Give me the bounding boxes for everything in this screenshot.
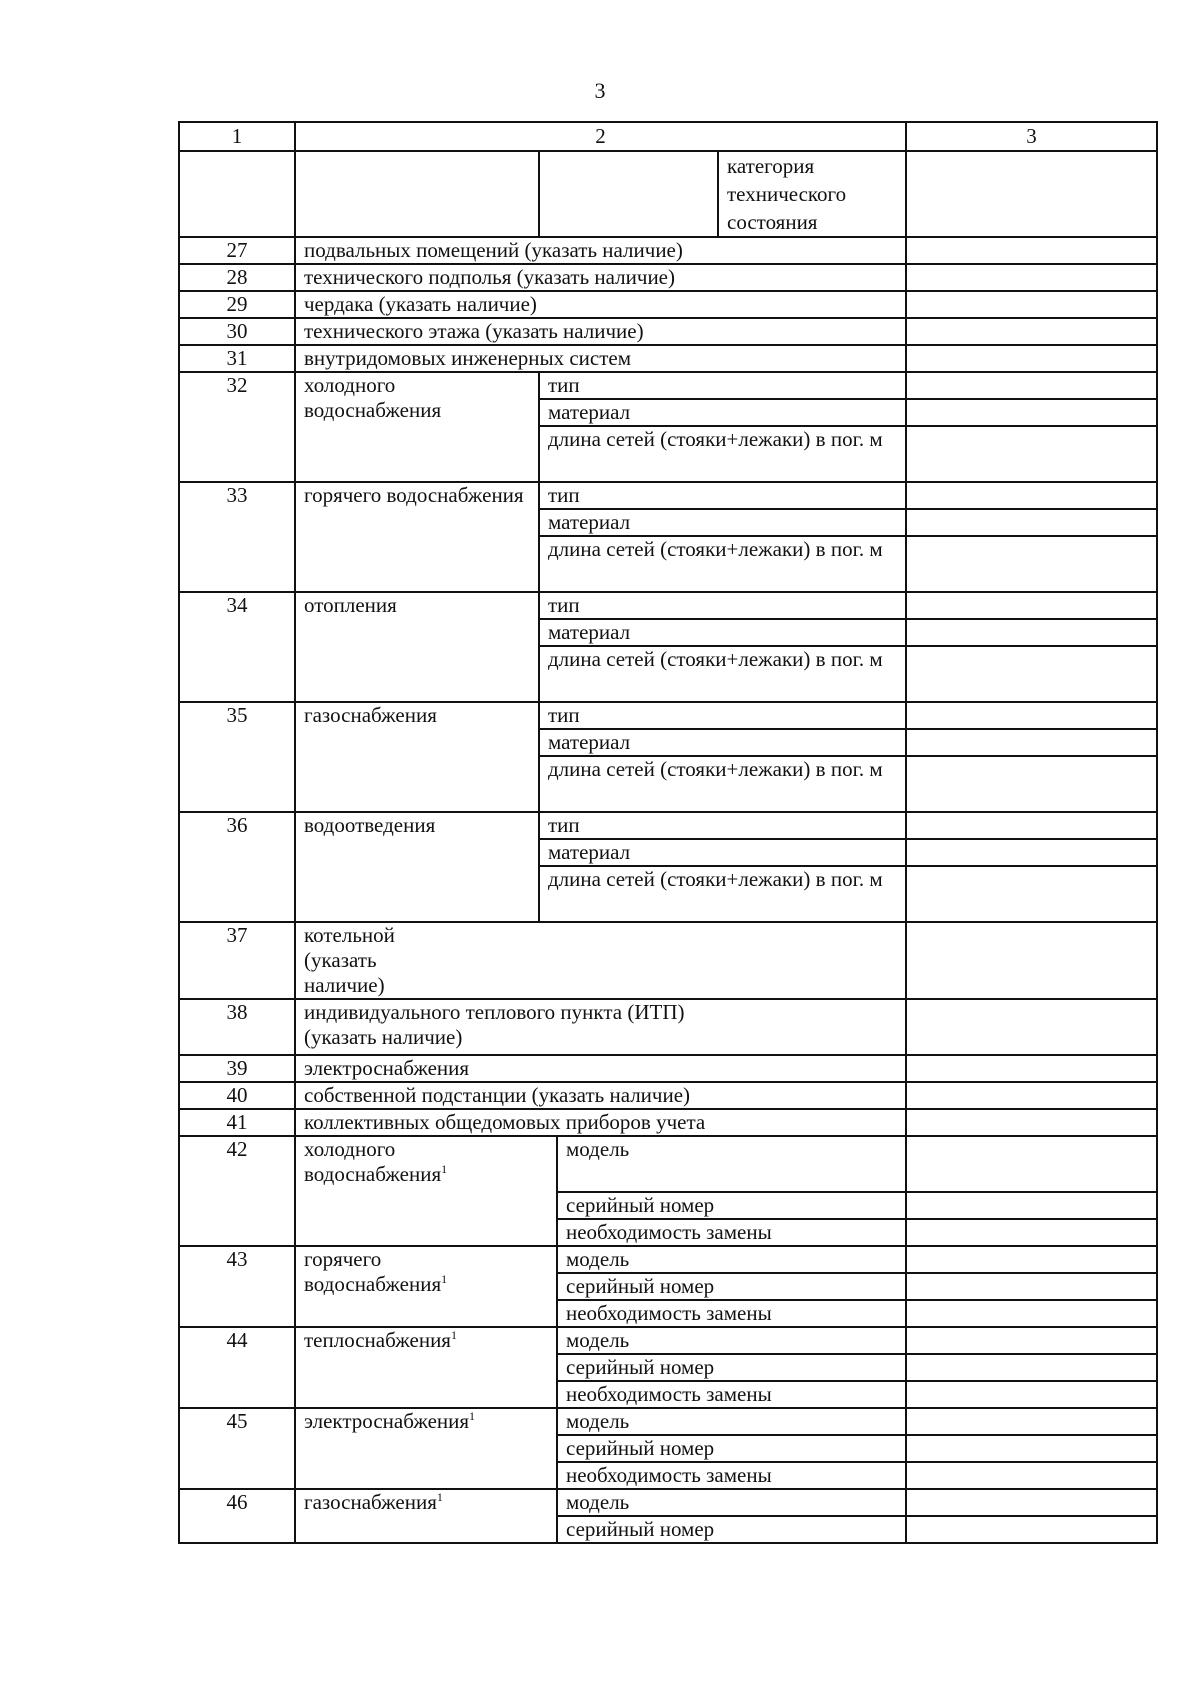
row-number: 28 xyxy=(179,264,295,291)
header-col-2: 2 xyxy=(295,122,906,151)
footnote-mark: 1 xyxy=(441,1272,448,1286)
table-row xyxy=(179,237,1157,264)
row-label: горячего водоснабжения xyxy=(295,482,539,592)
table-row xyxy=(179,702,1157,729)
row-number: 35 xyxy=(179,702,295,812)
row-label: чердака (указать наличие) xyxy=(295,291,906,318)
row-label: внутридомовых инженерных систем xyxy=(295,345,906,372)
row-label: котельной (указать наличие) xyxy=(295,922,906,999)
row-number: 31 xyxy=(179,345,295,372)
row-label: электроснабжения xyxy=(295,1055,906,1082)
material-label: материал xyxy=(539,619,906,646)
inspection-table xyxy=(178,121,1158,1544)
value-cell[interactable] xyxy=(906,237,1157,264)
table-row xyxy=(179,291,1157,318)
value-cell[interactable] xyxy=(906,1435,1157,1462)
value-cell[interactable] xyxy=(906,1055,1157,1082)
value-cell[interactable] xyxy=(906,1300,1157,1327)
row-label: технического этажа (указать наличие) xyxy=(295,318,906,345)
header-col-3: 3 xyxy=(906,122,1157,151)
row-number: 29 xyxy=(179,291,295,318)
value-cell[interactable] xyxy=(906,1136,1157,1192)
row-number: 46 xyxy=(179,1489,295,1543)
value-cell[interactable] xyxy=(906,426,1157,482)
model-label: модель xyxy=(557,1489,906,1516)
table-row xyxy=(179,922,1157,999)
header-col-1: 1 xyxy=(179,122,295,151)
material-label: материал xyxy=(539,399,906,426)
subheader-empty-cell xyxy=(539,151,718,237)
value-cell[interactable] xyxy=(906,151,1157,237)
value-cell[interactable] xyxy=(906,509,1157,536)
type-label: тип xyxy=(539,702,906,729)
row-number: 36 xyxy=(179,812,295,922)
length-label: длина сетей (стояки+лежаки) в пог. м xyxy=(539,756,906,812)
length-label: длина сетей (стояки+лежаки) в пог. м xyxy=(539,866,906,922)
serial-label: серийный номер xyxy=(557,1354,906,1381)
footnote-mark: 1 xyxy=(469,1409,476,1423)
value-cell[interactable] xyxy=(906,482,1157,509)
row-number: 32 xyxy=(179,372,295,482)
type-label: тип xyxy=(539,482,906,509)
replace-label: необходимость замены xyxy=(557,1381,906,1408)
value-cell[interactable] xyxy=(906,1192,1157,1219)
table-row xyxy=(179,1109,1157,1136)
row-number: 38 xyxy=(179,999,295,1055)
row-label: технического подполья (указать наличие) xyxy=(295,264,906,291)
model-label: модель xyxy=(557,1136,906,1192)
value-cell[interactable] xyxy=(906,291,1157,318)
value-cell[interactable] xyxy=(906,1109,1157,1136)
type-label: тип xyxy=(539,812,906,839)
length-label: длина сетей (стояки+лежаки) в пог. м xyxy=(539,646,906,702)
table-row xyxy=(179,1327,1157,1354)
row-label: водоотведения xyxy=(295,812,539,922)
row-number: 42 xyxy=(179,1136,295,1246)
value-cell[interactable] xyxy=(906,756,1157,812)
value-cell[interactable] xyxy=(906,1082,1157,1109)
subheader-empty-cell xyxy=(179,151,295,237)
row-number: 41 xyxy=(179,1109,295,1136)
header-row xyxy=(179,122,1157,151)
value-cell[interactable] xyxy=(906,619,1157,646)
row-number: 45 xyxy=(179,1408,295,1489)
length-label: длина сетей (стояки+лежаки) в пог. м xyxy=(539,536,906,592)
value-cell[interactable] xyxy=(906,1354,1157,1381)
value-cell[interactable] xyxy=(906,1327,1157,1354)
length-label: длина сетей (стояки+лежаки) в пог. м xyxy=(539,426,906,482)
meter-label xyxy=(295,1327,557,1408)
material-label: материал xyxy=(539,509,906,536)
table-row xyxy=(179,592,1157,619)
model-label: модель xyxy=(557,1327,906,1354)
table-row xyxy=(179,318,1157,345)
table-row xyxy=(179,1408,1157,1435)
type-label: тип xyxy=(539,592,906,619)
footnote-mark: 1 xyxy=(436,1490,443,1504)
type-label: тип xyxy=(539,372,906,399)
meter-label-text: электроснабжения xyxy=(304,1409,470,1433)
value-cell[interactable] xyxy=(906,318,1157,345)
table-row xyxy=(179,372,1157,399)
value-cell[interactable] xyxy=(906,1462,1157,1489)
value-cell[interactable] xyxy=(906,345,1157,372)
value-cell[interactable] xyxy=(906,999,1157,1055)
meter-label xyxy=(295,1408,557,1489)
value-cell[interactable] xyxy=(906,264,1157,291)
row-label: отопления xyxy=(295,592,539,702)
subheader-empty-cell xyxy=(295,151,539,237)
value-cell[interactable] xyxy=(906,372,1157,399)
value-cell[interactable] xyxy=(906,812,1157,839)
table-row xyxy=(179,1489,1157,1516)
value-cell[interactable] xyxy=(906,866,1157,922)
table-row xyxy=(179,264,1157,291)
serial-label: серийный номер xyxy=(557,1192,906,1219)
table-row xyxy=(179,812,1157,839)
table-row xyxy=(179,1246,1157,1273)
row-number: 33 xyxy=(179,482,295,592)
row-number: 40 xyxy=(179,1082,295,1109)
value-cell[interactable] xyxy=(906,1516,1157,1543)
value-cell[interactable] xyxy=(906,1489,1157,1516)
value-cell[interactable] xyxy=(906,399,1157,426)
material-label: материал xyxy=(539,839,906,866)
row-label: газоснабжения xyxy=(295,702,539,812)
subheader-row xyxy=(179,151,1157,237)
table-row xyxy=(179,1055,1157,1082)
table-row xyxy=(179,999,1157,1055)
meter-label xyxy=(295,1246,557,1327)
row-number: 43 xyxy=(179,1246,295,1327)
row-label: подвальных помещений (указать наличие) xyxy=(295,237,906,264)
row-label: собственной подстанции (указать наличие) xyxy=(295,1082,906,1109)
value-cell[interactable] xyxy=(906,646,1157,702)
table-row xyxy=(179,482,1157,509)
value-cell[interactable] xyxy=(906,702,1157,729)
row-number: 39 xyxy=(179,1055,295,1082)
replace-label: необходимость замены xyxy=(557,1462,906,1489)
meter-label-text: холодного водоснабжения xyxy=(304,1137,442,1186)
value-cell[interactable] xyxy=(906,1408,1157,1435)
replace-label: необходимость замены xyxy=(557,1300,906,1327)
meter-label-text: горячего водоснабжения xyxy=(304,1247,442,1296)
serial-label: серийный номер xyxy=(557,1435,906,1462)
material-label: материал xyxy=(539,729,906,756)
value-cell[interactable] xyxy=(906,592,1157,619)
meter-label xyxy=(295,1489,557,1543)
footnote-mark: 1 xyxy=(450,1328,457,1342)
table-row xyxy=(179,345,1157,372)
row-number: 37 xyxy=(179,922,295,999)
table-row xyxy=(179,1136,1157,1192)
value-cell[interactable] xyxy=(906,1219,1157,1246)
row-label: холодного водоснабжения xyxy=(295,372,539,482)
page-number: 3 xyxy=(594,78,606,103)
meter-label xyxy=(295,1136,557,1246)
value-cell[interactable] xyxy=(906,1273,1157,1300)
meter-label-text: теплоснабжения xyxy=(304,1328,451,1352)
footnote-mark: 1 xyxy=(441,1162,448,1176)
row-number: 44 xyxy=(179,1327,295,1408)
replace-label: необходимость замены xyxy=(557,1219,906,1246)
row-number: 30 xyxy=(179,318,295,345)
row-number: 27 xyxy=(179,237,295,264)
row-label: индивидуального теплового пункта (ИТП) (указать наличие) xyxy=(295,999,906,1055)
model-label: модель xyxy=(557,1408,906,1435)
serial-label: серийный номер xyxy=(557,1273,906,1300)
value-cell[interactable] xyxy=(906,1246,1157,1273)
value-cell[interactable] xyxy=(906,536,1157,592)
meter-label-text: газоснабжения xyxy=(304,1490,437,1514)
value-cell[interactable] xyxy=(906,839,1157,866)
row-number: 34 xyxy=(179,592,295,702)
category-label: категория технического состояния xyxy=(718,151,906,237)
value-cell[interactable] xyxy=(906,1381,1157,1408)
serial-label: серийный номер xyxy=(557,1516,906,1543)
table-row xyxy=(179,1082,1157,1109)
value-cell[interactable] xyxy=(906,729,1157,756)
model-label: модель xyxy=(557,1246,906,1273)
value-cell[interactable] xyxy=(906,922,1157,999)
row-label: коллективных общедомовых приборов учета xyxy=(295,1109,906,1136)
